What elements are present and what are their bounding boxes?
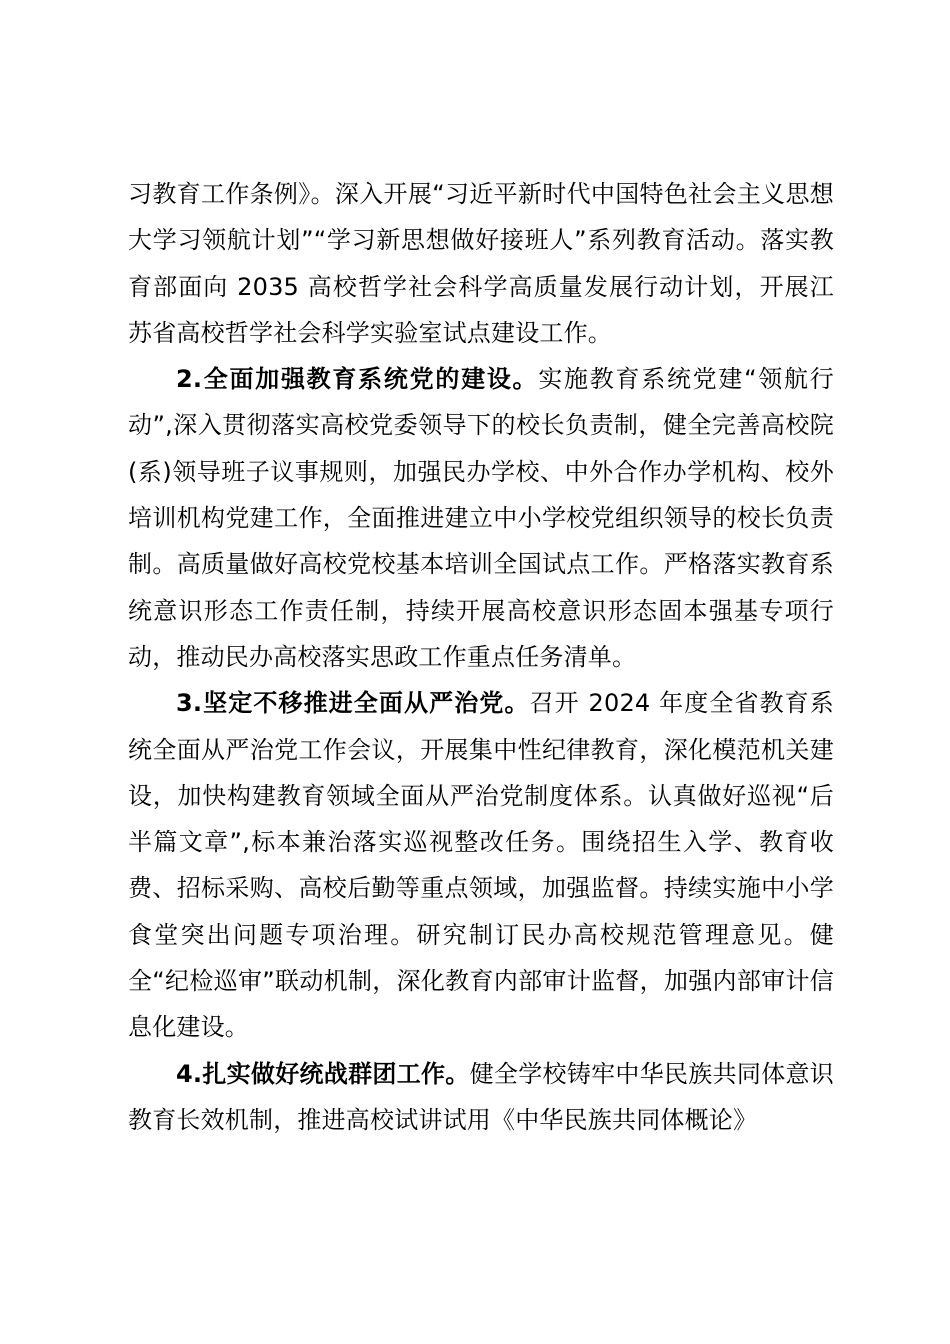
paragraph-3-heading: 3.坚定不移推进全面从严治党。 <box>176 689 530 718</box>
paragraph-1-continuation <box>128 171 834 356</box>
paragraph-4-heading: 4.扎实做好统战群团工作。 <box>176 1059 470 1088</box>
paragraph-4-text: 健全学校铸牢中华民族共同体意识教育长效机制，推进高校试讲试用《中华民族共同体概论》 <box>128 1059 834 1134</box>
paragraph-4-united-front <box>128 1051 834 1144</box>
paragraph-2-party-building <box>128 356 834 680</box>
document-page <box>128 171 834 1143</box>
paragraph-3-text: 召开 2024 年度全省教育系统全面从严治党工作会议，开展集中性纪律教育，深化模范机关建设，加快构建教育领域全面从严治党制度体系。认真做好巡视“后半篇文章”,标本兼治落实巡视整改任务。围绕招生入学、教育收费、招标采购、高校后勤等重点领域，加强监督。持续实施中小学食堂突出问题专项治理。研究制订民办高校规范管理意见。健全“纪检巡审”联动机制，深化教育内部审计监督，加强内部审计信息化建设。 <box>128 689 834 1042</box>
paragraph-2-text: 实施教育系统党建“领航行动”,深入贯彻落实高校党委领导下的校长负责制，健全完善高校院(系)领导班子议事规则，加强民办学校、中外合作办学机构、校外培训机构党建工作，全面推进建立中小学校党组织领导的校长负责制。高质量做好高校党校基本培训全国试点工作。严格落实教育系统意识形态工作责任制，持续开展高校意识形态固本强基专项行动，推动民办高校落实思政工作重点任务清单。 <box>128 365 834 671</box>
paragraph-3-party-discipline <box>128 680 834 1050</box>
paragraph-2-heading: 2.全面加强教育系统党的建设。 <box>176 365 539 394</box>
paragraph-1-text: 习教育工作条例》。深入开展“习近平新时代中国特色社会主义思想大学习领航计划”“学习新思想做好接班人”系列教育活动。落实教育部面向 2035 高校哲学社会科学高质量发展行动计划，开展江苏省高校哲学社会科学实验室试点建设工作。 <box>128 180 834 347</box>
